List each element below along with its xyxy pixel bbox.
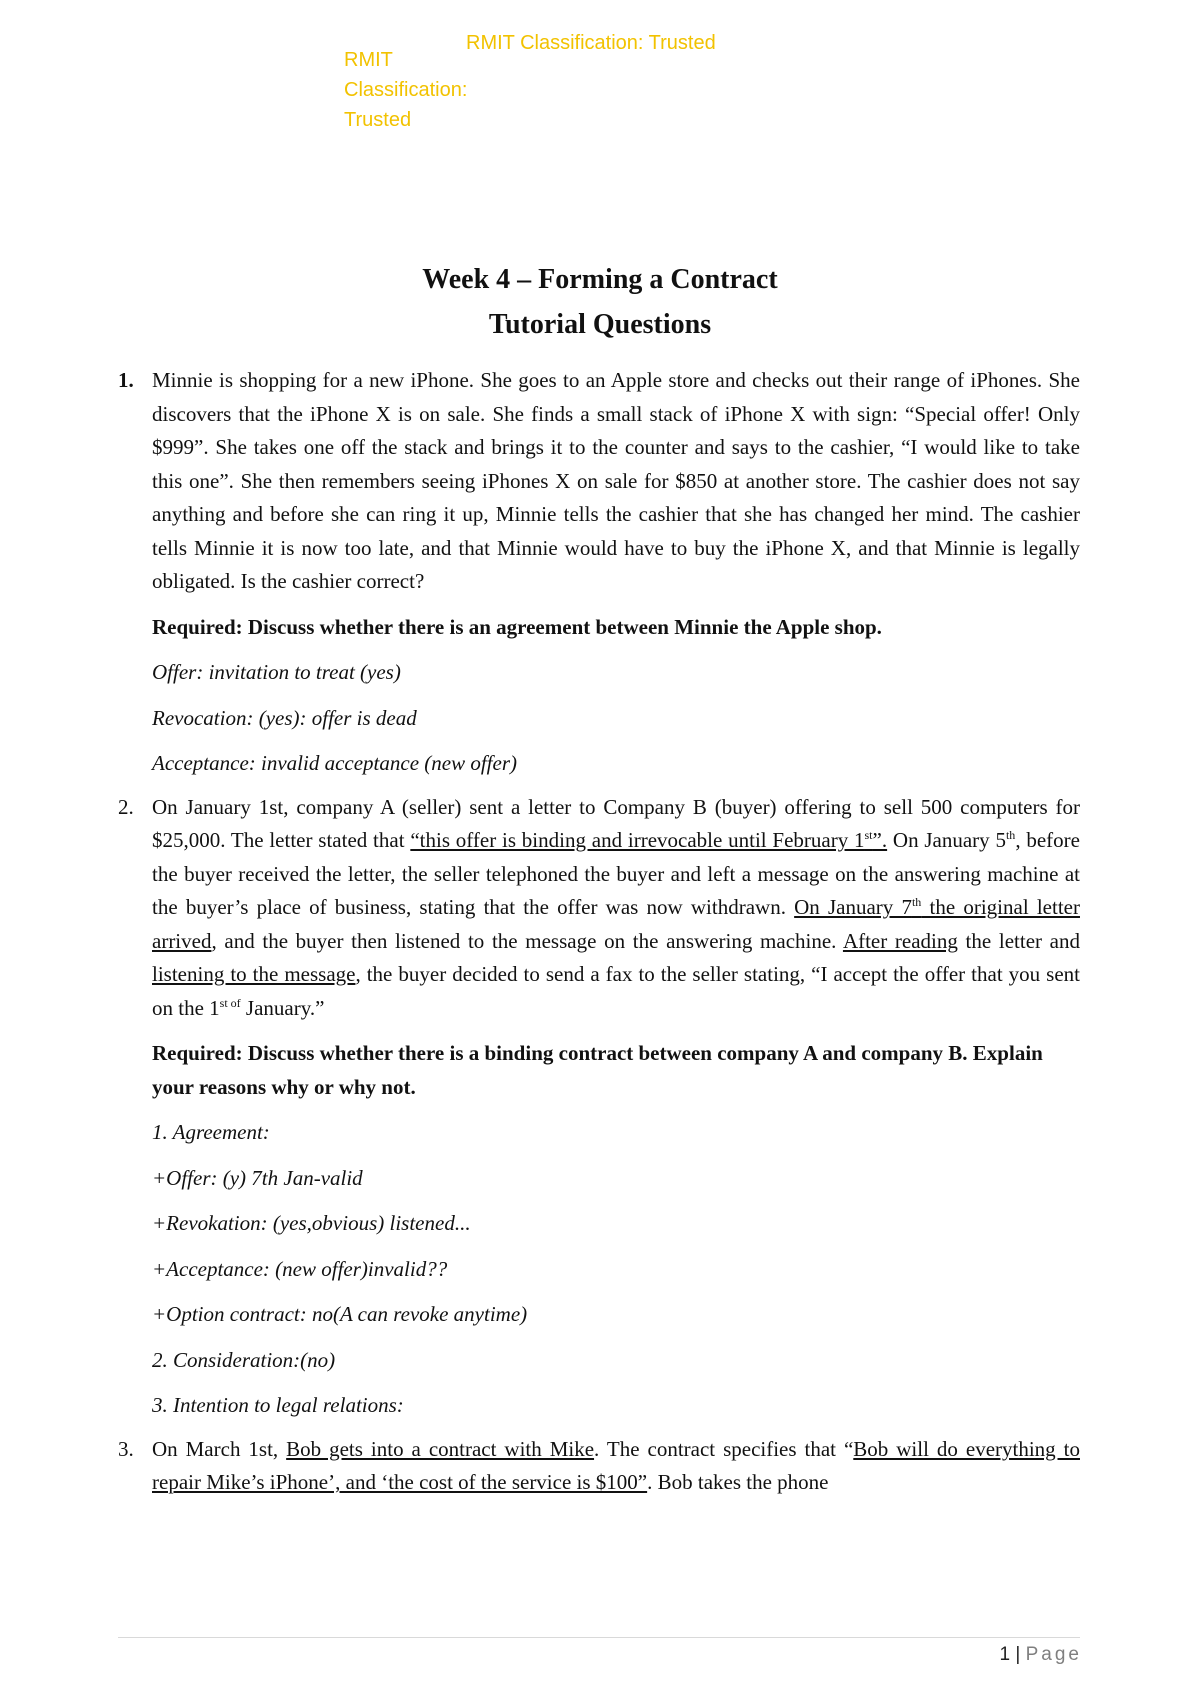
- answer-note: +Offer: (y) 7th Jan-valid: [152, 1165, 363, 1190]
- page-subtitle: Tutorial Questions: [488, 309, 712, 340]
- underlined-phrase: After reading: [842, 928, 958, 953]
- document-body: [118, 364, 1080, 1500]
- page-label: Page: [1025, 1644, 1082, 1665]
- underlined-phrase: listening to the message: [152, 962, 356, 986]
- answer-note: +Acceptance: (new offer)invalid??: [152, 1256, 448, 1281]
- answer-note: Acceptance: invalid acceptance (new offer): [152, 751, 517, 775]
- question-1: [118, 364, 1080, 599]
- question-text: On January 1st, company A (seller) sent a letter to Company B (buyer) offering to sell 500 computers for $25,000. The letter stated that “this offer is binding and irrevocable until February 1st”. On January 5th, before the buyer received the letter, the seller telephoned the buyer and left a message on the answering machine at the buyer’s place of business, stating that the offer was now withdrawn. On January 7th the original letter arrived, and the buyer then listened to the message on the answering machine. After reading the letter and listening to the message, the buyer decided to send a fax to the seller stating, “I accept the offer that you sent on the $1^{st of}$ January.”: [152, 794, 1080, 1020]
- answer-note: +Option contract: no(A can revoke anytime): [152, 1302, 528, 1326]
- question-number: 1.: [118, 368, 134, 392]
- page-title: Week 4 – Forming a Contract: [422, 264, 778, 295]
- footer-divider: [118, 1637, 1080, 1638]
- question-3: [118, 1433, 1080, 1500]
- answer-note: 2. Consideration:(no): [152, 1347, 336, 1372]
- answer-note: Revocation: (yes): offer is dead: [152, 705, 417, 730]
- answer-note: 3. Intention to legal relations:: [152, 1393, 404, 1417]
- answer-note: Offer: invitation to treat (yes): [152, 660, 401, 684]
- page-footer: [1000, 1644, 1082, 1666]
- question-text: Minnie is shopping for a new iPhone. She goes to an Apple store and checks out their range of iPhones. She discovers that the iPhone X is on sale. She finds a small stack of iPhone X with sign: “Special offer! Only $999”. She takes one off the stack and brings it to the counter and says to the cashier, “I would like to take this one”. She then remembers seeing iPhones X on sale for $850 at another store. The cashier does not say anything and before she can ring it up, Minnie tells the cashier that she has changed her mind. The cashier tells Minnie it is now too late, and that Minnie would have to buy the iPhone X, and that Minnie is legally obligated. Is the cashier correct?: [152, 368, 1080, 593]
- underlined-phrase: Bob gets into a contract with Mike: [286, 1436, 595, 1461]
- footer-separator: |: [1015, 1644, 1021, 1665]
- answer-note: +Revokation: (yes,obvious) listened...: [152, 1211, 471, 1235]
- underlined-phrase: “this offer is binding and irrevocable until February 1st”.: [410, 828, 888, 852]
- classification-label-left: RMIT Classification: Trusted: [344, 49, 468, 131]
- question-text: On March 1st, Bob gets into a contract with Mike. The contract specifies that “Bob will do everything to repair Mike’s iPhone’, and ‘the cost of the service is $100”. Bob takes the phone: [152, 1436, 1080, 1494]
- underlined-phrase: Bob will do everything to repair Mike’s iPhone’, and ‘the cost of the service is $100”: [152, 1436, 1080, 1494]
- required-statement: Required: Discuss whether there is an agreement between Minnie the Apple shop.: [152, 614, 882, 639]
- classification-label-top: RMIT Classification: Trusted: [466, 32, 716, 54]
- underlined-phrase: On January 7th the original letter arrived: [152, 895, 1080, 953]
- answer-note: 1. Agreement:: [152, 1120, 270, 1144]
- question-number: 2.: [118, 794, 134, 819]
- required-statement: Required: Discuss whether there is a binding contract between company A and company B. Explain your reasons why or why not.: [152, 1041, 1043, 1099]
- question-number: 3.: [118, 1436, 134, 1461]
- page-number: 1: [999, 1644, 1011, 1665]
- question-2: [118, 791, 1080, 1026]
